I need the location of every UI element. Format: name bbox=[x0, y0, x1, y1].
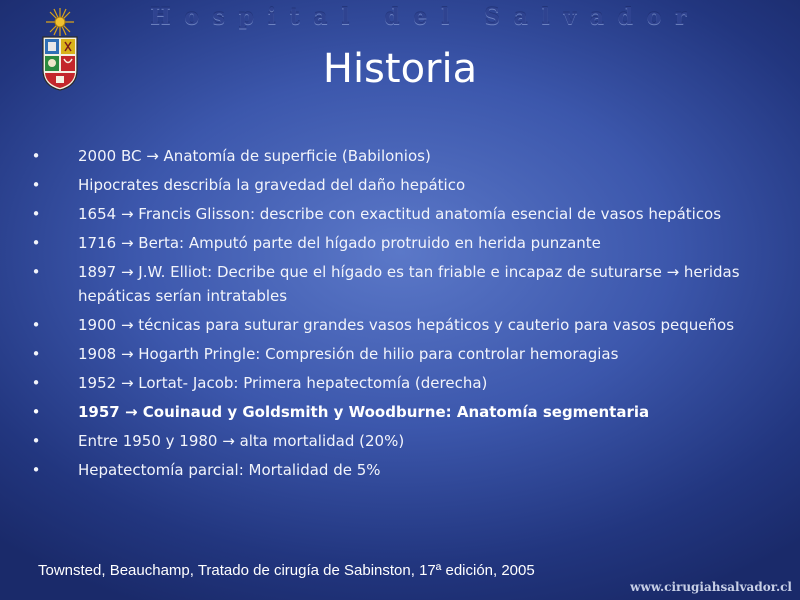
bullet-dot: • bbox=[31, 432, 41, 450]
bullet-text: 2000 BC → Anatomía de superficie (Babilonios) bbox=[78, 147, 431, 165]
bullet-text: 1957 → Couinaud y Goldsmith y Woodburne: Anatomía segmentaria bbox=[78, 403, 650, 421]
website-url: www.cirugiahsalvador.cl bbox=[630, 580, 792, 594]
bullet-text: 1900 → técnicas para suturar grandes vasos hepáticos y cauterio para vasos pequeños bbox=[78, 316, 735, 334]
hospital-name-header: Hospital del Salvador bbox=[150, 4, 701, 30]
bullet-dot: • bbox=[31, 461, 41, 479]
bullet-text: 1654 → Francis Glisson: describe con exactitud anatomía esencial de vasos hepáticos bbox=[78, 205, 722, 223]
reference-citation: Townsted, Beauchamp, Tratado de cirugía de Sabinston, 17ª edición, 2005 bbox=[38, 562, 535, 579]
bullet-dot: • bbox=[31, 147, 41, 165]
bullet-dot: • bbox=[31, 345, 41, 363]
bullet-item bbox=[30, 371, 760, 395]
bullet-text: Entre 1950 y 1980 → alta mortalidad (20%) bbox=[78, 432, 405, 450]
bullet-text: Hepatectomía parcial: Mortalidad de 5% bbox=[78, 461, 381, 479]
bullet-dot: • bbox=[31, 403, 41, 421]
bullet-item bbox=[30, 173, 760, 197]
bullet-dot: • bbox=[31, 176, 41, 194]
bullet-item bbox=[30, 260, 760, 308]
bullet-dot: • bbox=[31, 263, 41, 281]
bullet-dot: • bbox=[31, 316, 41, 334]
bullet-text: 1952 → Lortat- Jacob: Primera hepatectomía (derecha) bbox=[78, 374, 488, 392]
bullet-text: 1716 → Berta: Amputó parte del hígado protruido en herida punzante bbox=[78, 234, 601, 252]
bullet-text: Hipocrates describía la gravedad del daño hepático bbox=[78, 176, 466, 194]
bullet-dot: • bbox=[31, 234, 41, 252]
bullet-item bbox=[30, 231, 760, 255]
bullet-text: 1897 → J.W. Elliot: Decribe que el hígado es tan friable e incapaz de suturarse → heridas hepáticas serían intratables bbox=[78, 263, 740, 305]
bullet-item bbox=[30, 458, 760, 482]
bullet-dot: • bbox=[31, 374, 41, 392]
bullet-text: 1908 → Hogarth Pringle: Compresión de hilio para controlar hemoragias bbox=[78, 345, 619, 363]
bullet-item bbox=[30, 144, 760, 168]
bullet-item-highlighted bbox=[30, 400, 760, 424]
slide-title: Historia bbox=[322, 46, 478, 92]
bullet-dot: • bbox=[31, 205, 41, 223]
bullet-item bbox=[30, 313, 760, 337]
bullet-list bbox=[30, 144, 760, 487]
bullet-item bbox=[30, 429, 760, 453]
bullet-item bbox=[30, 342, 760, 366]
bullet-item bbox=[30, 202, 760, 226]
